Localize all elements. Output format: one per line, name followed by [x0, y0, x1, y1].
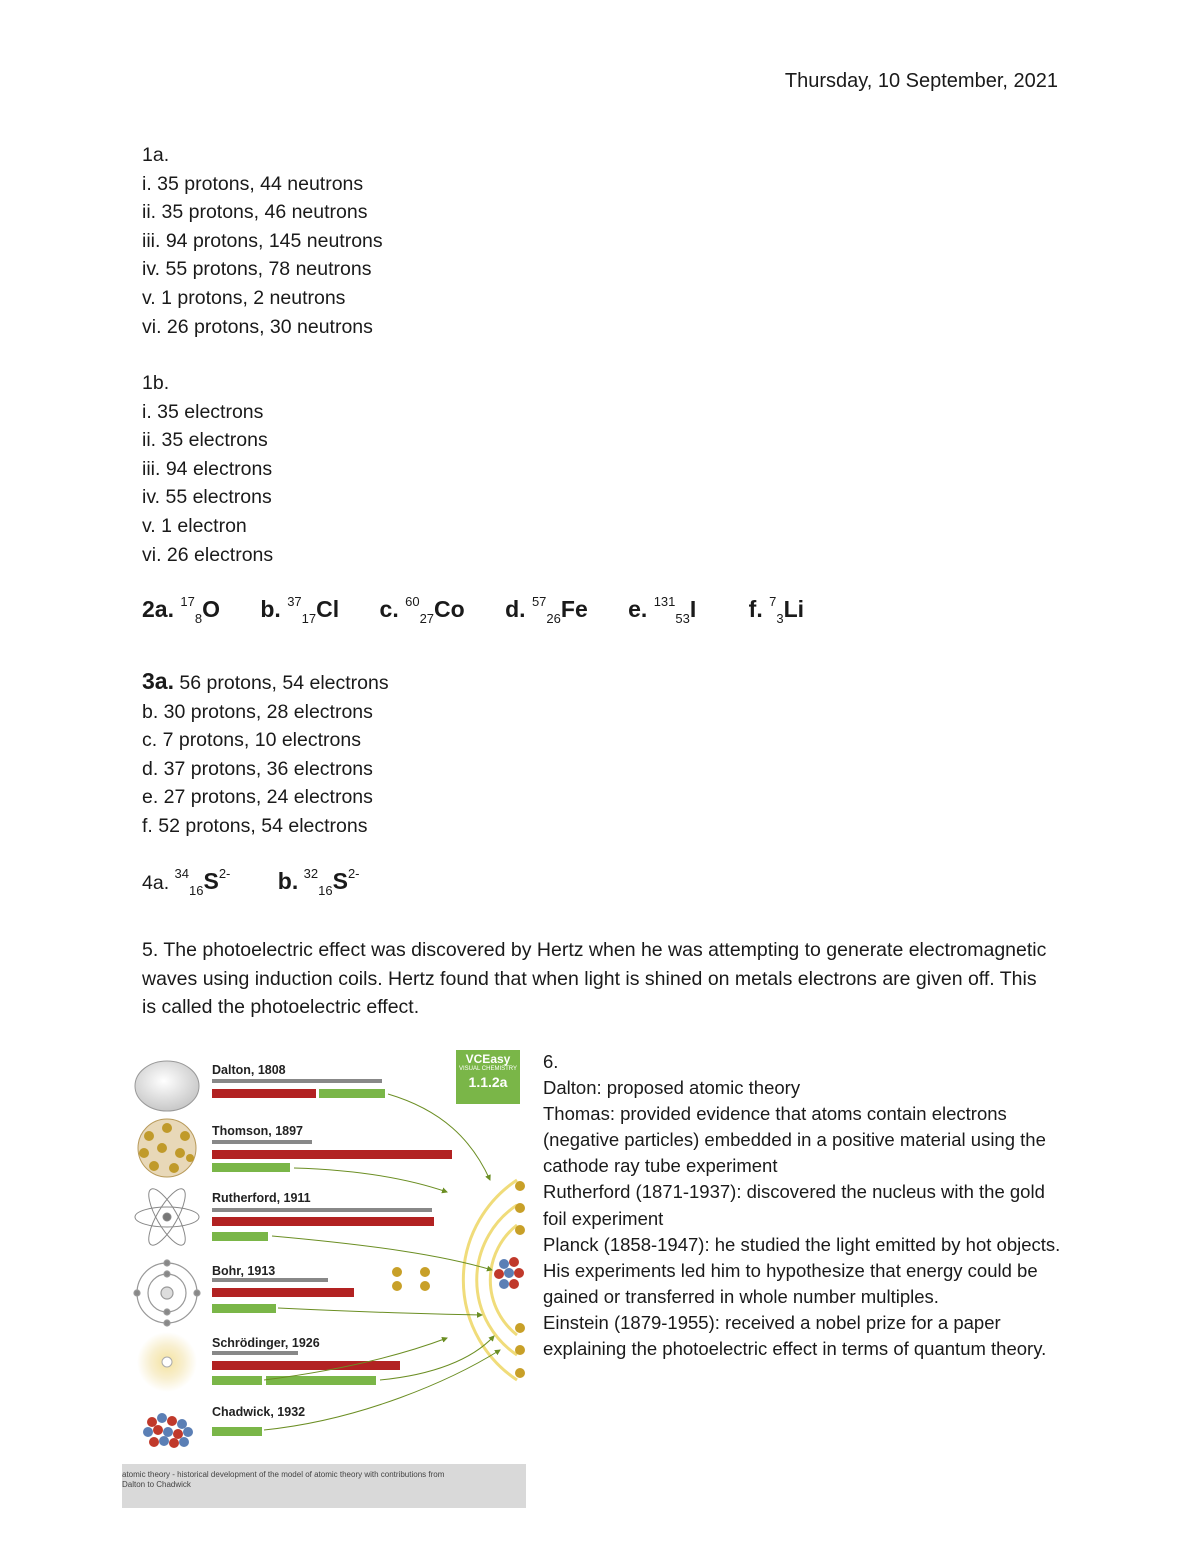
figure-panel-title: Thomson, 1897 — [212, 1124, 303, 1138]
isotope-notation: b. $^{37}_{17}$Cl — [260, 594, 340, 626]
document-date: Thursday, 10 September, 2021 — [784, 70, 1058, 92]
isotope-notation: 2a. $^{17}_8$O — [142, 594, 220, 626]
answer-line: Rutherford (1871-1937): discovered the nucleus with the gold foil experiment — [543, 1181, 1045, 1229]
orbit-arcs — [463, 1180, 517, 1380]
isotope-notation: d. $^{57}_{26}$Fe — [505, 594, 588, 626]
answer-line: Thomas: provided evidence that atoms contain electrons (negative particles) embedded in a positive material using the cathode ray tube experiment — [543, 1103, 1046, 1177]
answer-label: 1a. — [142, 144, 170, 166]
bohr-model-icon — [134, 1260, 200, 1326]
answer-3 — [142, 667, 389, 841]
answer-line: iv. 55 protons, 78 neutrons — [142, 258, 372, 281]
figure-panel-title: Schrödinger, 1926 — [212, 1336, 320, 1350]
answer-5: 5. The photoelectric effect was discovered by Hertz when he was attempting to generate electromagnetic waves using induction coils. Hertz found that when light is shined on metals electrons are given off. This is called the photoelectric effect. — [142, 939, 1047, 1019]
ion-notation: b. $^{32}_{16}S^{2-}$ — [277, 866, 360, 898]
answer-line: ii. 35 electrons — [142, 429, 268, 452]
answer-line: v. 1 electron — [142, 514, 247, 537]
figure-panel-title: Rutherford, 1911 — [212, 1191, 311, 1205]
answer-line: Einstein (1879-1955): received a nobel prize for a paper explaining the photoelectric effect in terms of quantum theory. — [543, 1311, 1047, 1360]
nucleus-icon — [494, 1257, 524, 1289]
answer-line: vi. 26 electrons — [142, 543, 274, 566]
atomic-theory-figure — [122, 1040, 528, 1508]
answer-line: ii. 35 protons, 46 neutrons — [142, 201, 368, 224]
answer-line: d. 37 protons, 36 electrons — [142, 757, 373, 780]
answer-line: iii. 94 electrons — [142, 457, 273, 480]
answer-line: vi. 26 protons, 30 neutrons — [142, 315, 373, 338]
chadwick-model-icon — [143, 1413, 193, 1448]
answer-line: b. 30 protons, 28 electrons — [142, 700, 373, 723]
answer-2a — [142, 594, 838, 626]
figure-panel-title: Bohr, 1913 — [212, 1264, 276, 1278]
answer-1a — [142, 141, 383, 341]
isotope-notation: f. $^7_3$Li — [748, 594, 805, 626]
answer-line: Dalton: proposed atomic theory — [543, 1077, 801, 1099]
answer-label: 3a. — [142, 668, 174, 694]
figure-panel-title: Chadwick, 1932 — [212, 1405, 306, 1419]
answer-line: iii. 94 protons, 145 neutrons — [142, 229, 383, 252]
isotope-notation: e. $^{131}_{53}$I — [628, 594, 697, 626]
rutherford-model-icon — [135, 1184, 199, 1249]
answer-line: 3a. 56 protons, 54 electrons — [142, 668, 389, 694]
dalton-model-icon — [135, 1061, 199, 1111]
schrodinger-model-icon — [137, 1332, 197, 1392]
answer-line: i. 35 electrons — [142, 400, 264, 423]
answer-line: Planck (1858-1947): he studied the light emitted by hot objects. His experiments led him to hypothesize that energy could be gained or transferred in whole number multiples. — [543, 1233, 1061, 1307]
answer-label: 1b. — [142, 372, 170, 394]
answer-line: c. 7 protons, 10 electrons — [142, 729, 361, 752]
answer-line: e. 27 protons, 24 electrons — [142, 786, 373, 809]
answer-line: v. 1 protons, 2 neutrons — [142, 286, 346, 309]
answer-label: 6. — [543, 1051, 559, 1072]
answer-line: f. 52 protons, 54 electrons — [142, 814, 368, 837]
answer-4a — [142, 866, 360, 898]
vceasy-badge: VCEasy VISUAL CHEMISTRY 1.1.2a — [456, 1050, 520, 1104]
ion-notation: 4a. $^{34}_{16}S^{2-}$ — [142, 866, 231, 898]
isotope-notation: c. $^{60}_{27}$Co — [379, 594, 465, 626]
answer-6 — [543, 1049, 1063, 1362]
answer-line: i. 35 protons, 44 neutrons — [142, 172, 364, 195]
answer-line: iv. 55 electrons — [142, 486, 272, 509]
thomson-model-icon — [138, 1119, 196, 1177]
figure-panel-title: Dalton, 1808 — [212, 1063, 286, 1077]
figure-caption: atomic theory - historical development of the model of atomic theory with contributions from Dalton to Chadwick — [122, 1464, 526, 1508]
answer-1b — [142, 369, 273, 569]
